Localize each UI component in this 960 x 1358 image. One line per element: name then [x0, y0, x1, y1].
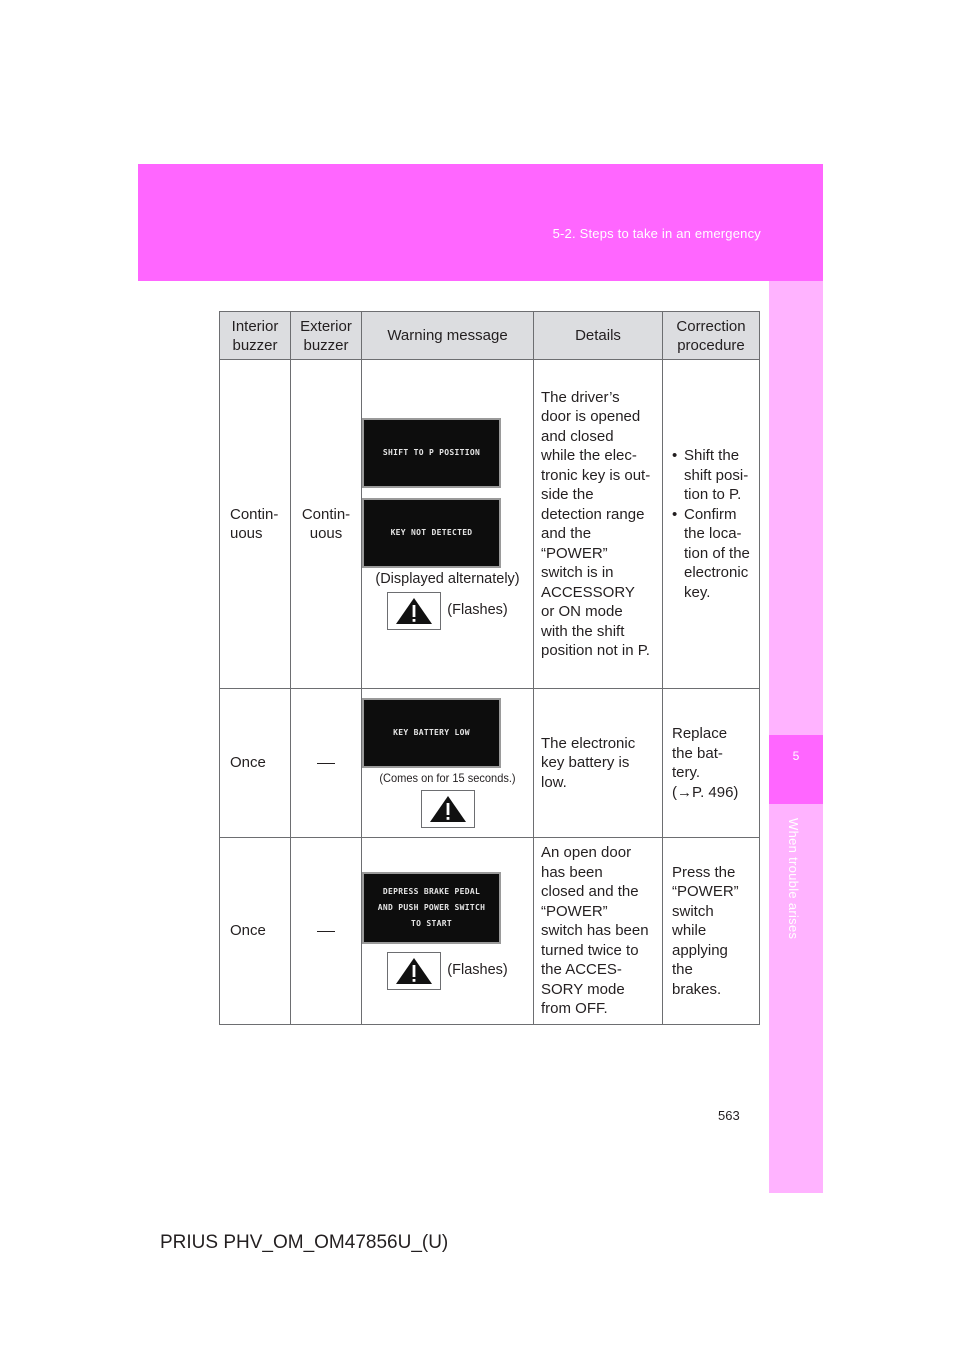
exterior-buzzer-cell	[291, 689, 362, 838]
display-screen: KEY BATTERY LOW	[362, 698, 501, 768]
correction-cell: Press the “POWER” switch while applying the brakes.	[663, 838, 760, 1025]
warning-table	[219, 311, 760, 1025]
correction-bullet: • Confirm the loca- tion of the electronic key.	[672, 505, 750, 601]
details-cell: The driver’s door is opened and closed while the elec- tronic key is out- side the detection range and the “POWER” switch is in ACCESSORY or ON mode with the shift position not in P.	[534, 360, 663, 689]
col-header-correction-procedure: Correction procedure	[663, 312, 760, 360]
chapter-header-band	[138, 164, 823, 281]
interior-buzzer-cell: Once	[220, 838, 291, 1025]
warning-triangle-icon-graphic	[394, 956, 434, 986]
section-title: 5-2. Steps to take in an emergency	[552, 226, 761, 241]
col-header-details: Details	[534, 312, 663, 360]
warning-triangle-icon-graphic	[394, 596, 434, 626]
details-cell: An open door has been closed and the “POWER” switch has been turned twice to the ACCES- SORY mode from OFF.	[534, 838, 663, 1025]
warning-triangle-icon	[387, 592, 441, 630]
indicator-row	[362, 952, 533, 990]
correction-cell	[663, 360, 760, 689]
col-header-warning-message: Warning message	[362, 312, 534, 360]
warning-message-cell	[362, 360, 534, 689]
message-caption: (Displayed alternately)	[375, 571, 520, 587]
warning-message-cell	[362, 838, 534, 1025]
exterior-buzzer-cell	[291, 838, 362, 1025]
interior-buzzer-cell: Once	[220, 689, 291, 838]
dash-mark	[317, 763, 335, 764]
chapter-label: When trouble arises	[786, 818, 801, 940]
correction-bullet: • Shift the shift posi- tion to P.	[672, 447, 749, 503]
document-footer: PRIUS PHV_OM_OM47856U_(U)	[160, 1232, 449, 1253]
warning-triangle-icon	[387, 952, 441, 990]
correction-cell: Replace the bat- tery. (→P. 496)	[663, 689, 760, 838]
indicator-row	[362, 592, 533, 630]
table-row	[220, 360, 760, 689]
dash-mark	[317, 931, 335, 932]
col-header-exterior-buzzer: Exterior buzzer	[291, 312, 362, 360]
details-cell: The electronic key battery is low.	[534, 689, 663, 838]
display-screen: SHIFT TO P POSITION	[362, 418, 501, 488]
display-screen: DEPRESS BRAKE PEDAL AND PUSH POWER SWITCH TO START	[362, 872, 501, 944]
table-row	[220, 689, 760, 838]
col-header-interior-buzzer: Interior buzzer	[220, 312, 291, 360]
chapter-tab[interactable]	[769, 735, 823, 804]
flashes-label: (Flashes)	[447, 602, 508, 619]
table-row	[220, 838, 760, 1025]
warning-message-cell	[362, 689, 534, 838]
page-number: 563	[718, 1108, 740, 1123]
table-header-row	[220, 312, 760, 360]
warning-triangle-icon-graphic	[428, 794, 468, 824]
indicator-row	[362, 790, 533, 828]
flashes-label: (Flashes)	[447, 962, 508, 979]
exterior-buzzer-cell: Contin- uous	[291, 360, 362, 689]
message-caption: (Comes on for 15 seconds.)	[379, 771, 516, 785]
warning-triangle-icon	[421, 790, 475, 828]
chapter-number: 5	[792, 749, 800, 763]
interior-buzzer-cell: Contin- uous	[220, 360, 291, 689]
display-screen: KEY NOT DETECTED	[362, 498, 501, 568]
